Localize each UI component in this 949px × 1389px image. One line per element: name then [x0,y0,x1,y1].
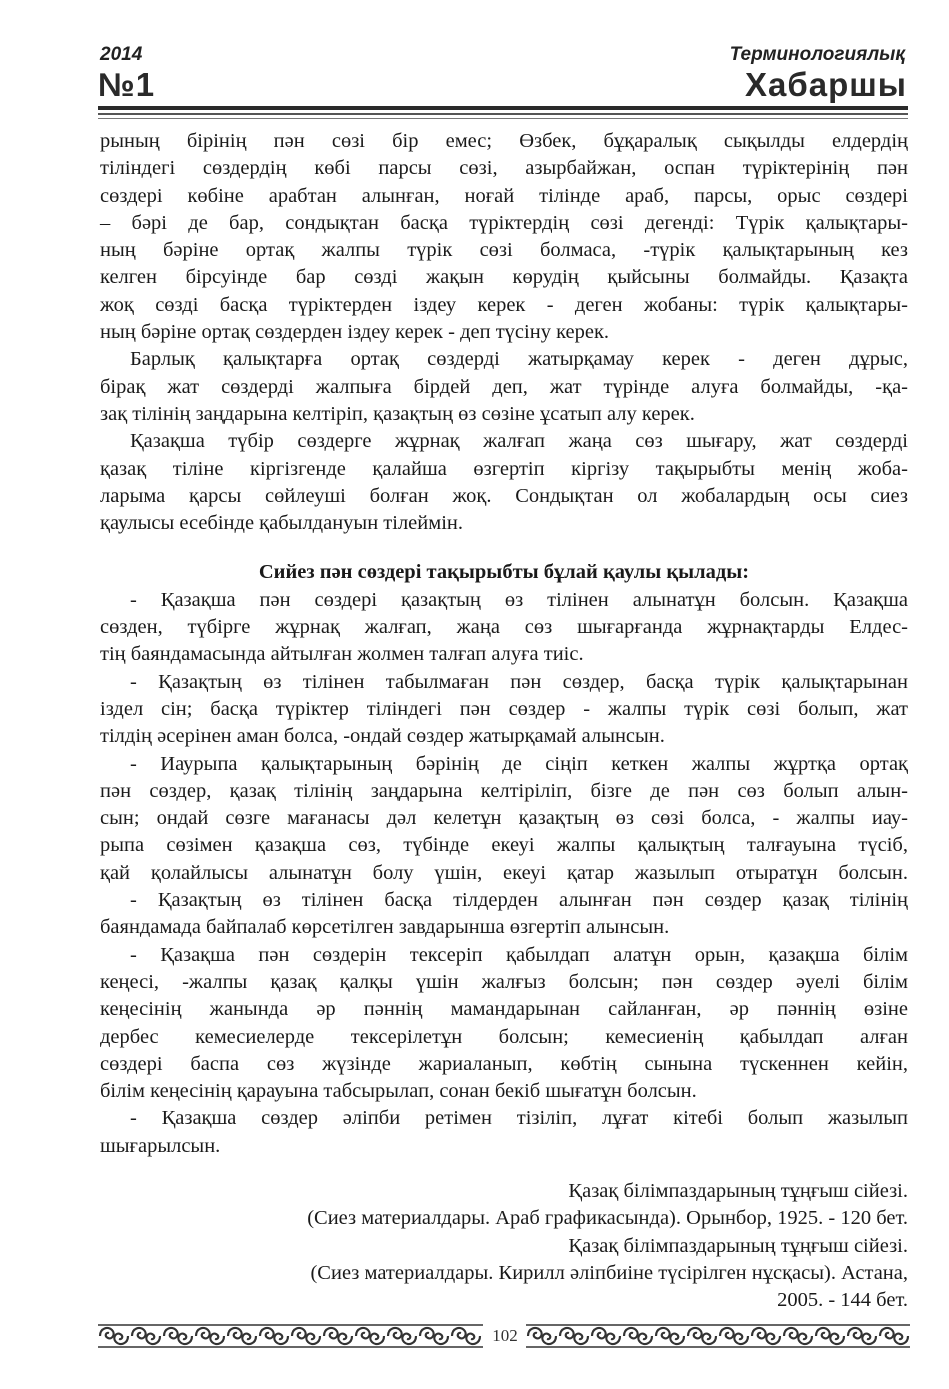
text-line: шығарылсын. [100,1134,221,1157]
ornament-left-icon [98,1322,483,1350]
text-line: қаулысы есебінде қабылдануын тілеймін. [100,512,464,535]
text-line: тің баяндамасында айтылған жолмен талғап алуға тиіс. [100,643,584,666]
header-rule [98,113,908,115]
text-line: қай қолайлысы алынатұн болу үшін, екеуі қатар жазылып отыратұн болсын. [100,861,908,884]
text-line: – бәрі де бар, сондықтан басқа түріктердің сөзі дегенді: Түрік қалықтары- [100,211,908,234]
header-journal-line1: Терминологиялық [729,44,905,65]
text-line: тіліндегі сөздердің көбі парсы сөзі, азырбайжан, оспан түріктерінің пән [100,157,908,180]
source-line: 2005. - 144 бет. [777,1289,908,1312]
text-line: кеңесінің жанында әр пәннің мамандарынан сайланған, әр пәннің өзіне [100,998,908,1021]
text-line: ның бәріне ортақ сөздерден іздеу керек - деп түсіну керек. [100,321,610,344]
text-line: Қазақша түбір сөздерге жұрнақ жалғап жаңа сөз шығару, жат сөздерді [130,430,908,453]
article-body [100,128,908,1314]
text-line: тілдің әсерінен аман болса, -ондай сөздер жатырқамай алынсын. [100,725,665,748]
text-line: қазақ тіліне кіргізгенде қалайша өзгертіп кіргізу тақырыбты менің жоба- [100,457,908,480]
text-line: сын; ондай сөзге мағанасы дәл келетұн қазақтың өз сөзі болса, - жалпы иау- [100,807,908,830]
text-line: баяндамада байпалаб көрсетілген завдарынша өзгертіп алынсын. [100,916,670,939]
text-line: рыпа сөзімен қазақша сөз, түбінде екеуі жалпы қалықтың талғауына түсіб, [100,834,908,857]
ornament-right-icon [526,1322,910,1350]
spacer [100,1160,908,1178]
text-line: сөздері баспа сөз жүзінде жариаланып, көбтің сынына түскеннен кейін, [100,1052,908,1075]
resolution-heading: Сийез пән сөздері тақырыбты бұлай қаулы қылады: [258,561,750,584]
text-line: рының бірінің пән сөзі бір емес; Өзбек, бұқаралық сықылды елдердің [100,130,908,152]
footer-ornament [98,1322,910,1350]
source-line: (Сиез материалдары. Кирилл әліпбиіне түсірілген нұсқасы). Астана, [310,1261,908,1284]
page-number: 102 [492,1326,518,1345]
text-line: іздел сін; басқа түріктер тіліндегі пән сөздер - жалпы түрік сөзі болып, жат [100,697,908,720]
text-line: Барлық қалықтарға ортақ сөздерді жатырқамау керек - деген дұрыс, [130,348,908,371]
header-journal-title: Хабаршы [745,66,907,103]
source-line: Қазақ білімпаздарының тұңғыш сійезі. [568,1179,908,1202]
text-line: келген бірсуінде бар сөзді жақын көрудің қыйсыны болмайды. Қазақта [100,266,908,289]
text-line: зақ тілінің заңдарына келтіріп, қазақтың өз сөзіне ұсатып алу керек. [100,402,695,425]
text-line: бірақ жат сөздерді жалпыға бірдей деп, жат түрінде алуға болмайды, -қа- [100,375,908,398]
text-line: пән сөздер, қазақ тілінің заңдарына келтіріліп, бізге де пән сөз болып алын- [100,779,908,802]
text-line: - Қазақтың өз тілінен табылмаған пән сөздер, басқа түрік қалықтарынан [130,670,908,693]
text-line: - Қазақша сөздер әліпби ретімен тізіліп, лұғат кітебі болып жазылып [130,1107,908,1130]
source-line: Қазақ білімпаздарының тұңғыш сійезі. [568,1234,908,1257]
text-line: - Қазақтың өз тілінен басқа тілдерден алынған пән сөздер қазақ тілінің [130,889,908,912]
source-line: (Сиез материалдары. Араб графикасында). Орынбор, 1925. - 120 бет. [307,1207,908,1230]
text-line: - Қазақша пән сөздерін тексеріп қабылдап алатұн орын, қазақша білім [130,943,908,966]
header-rule [98,118,908,119]
header-year: 2014 [100,44,143,65]
header-issue: №1 [98,66,156,103]
text-line: жоқ сөзді басқа түріктерден іздеу керек - деген жобаны: түрік қалықтары- [100,293,908,316]
text-line: кеңесі, -жалпы қазақ қалқы үшін жалғыз болсын; пән сөздер әуелі білім [100,970,908,993]
text-line: - Қазақша пән сөздері қазақтың өз тілінен алынатұн болсын. Қазақша [130,588,908,611]
header-rule [98,106,908,110]
text-line: - Иаурыпа қалықтарының бәрінің де сіңіп кеткен жалпы жұртқа ортақ [130,752,908,775]
text-line: ларыма қарсы сөйлеуші болған жоқ. Сондықтан ол жобалардың осы сиез [100,484,908,507]
text-line: сөзден, түбірге жұрнақ жалғап, жаңа сөз шығарғанда жұрнақтарды Елдес- [100,616,908,639]
text-line: ның бәріне ортақ жалпы түрік сөзі болмаса, -түрік қалықтарының кез [100,239,908,262]
text-line: сөздері көбіне арабтан алынған, ноғай тілінде араб, парсы, орыс сөздері [100,184,908,207]
text-line: дербес кемесиелерде тексерілетұн болсын; кемесиенің қабылдап алған [100,1025,908,1048]
text-line: білім кеңесінің қарауына табсырылап, сонан бекіб шығатұн болсын. [100,1080,697,1103]
